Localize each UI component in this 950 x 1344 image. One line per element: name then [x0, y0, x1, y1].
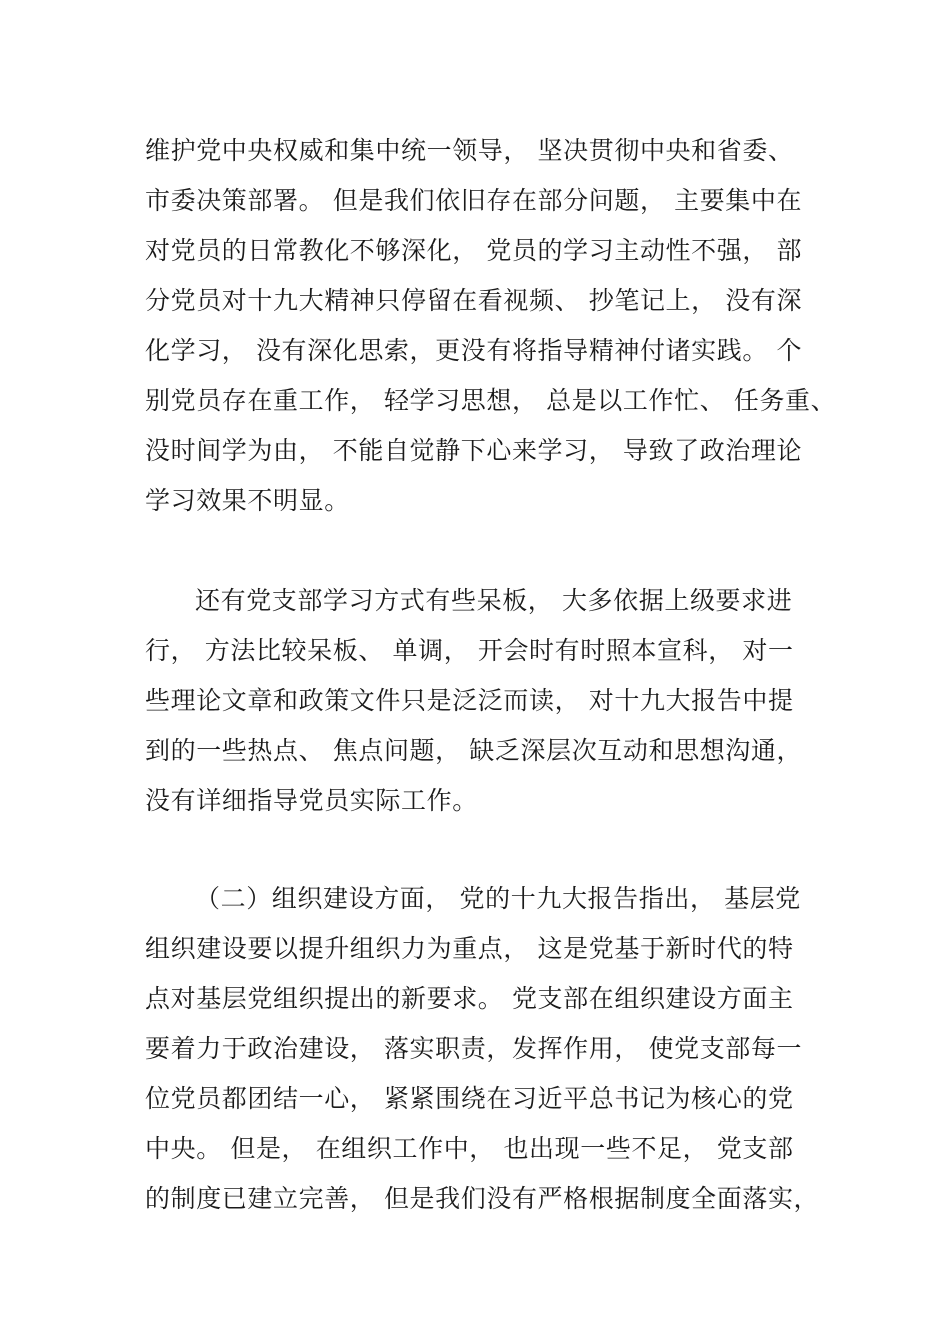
paragraph-3-line-5: 位党员都团结一心， 紧紧围绕在习近平总书记为核心的党	[145, 1084, 794, 1113]
paragraph-2-line-4: 到的一些热点、 焦点问题， 缺乏深层次互动和思想沟通，	[145, 736, 803, 765]
paragraph-1-line-5: 化学习， 没有深化思索，更没有将指导精神付诸实践。 个	[145, 336, 803, 365]
paragraph-2-line-5: 没有详细指导党员实际工作。	[145, 786, 478, 815]
paragraph-1-line-4: 分党员对十九大精神只停留在看视频、 抄笔记上， 没有深	[145, 286, 803, 315]
paragraph-2-line-3: 些理论文章和政策文件只是泛泛而读， 对十九大报告中提	[145, 686, 794, 715]
paragraph-1-line-7: 没时间学为由， 不能自觉静下心来学习， 导致了政治理论	[145, 436, 803, 465]
paragraph-3-line-2: 组织建设要以提升组织力为重点， 这是党基于新时代的特	[145, 934, 794, 963]
paragraph-1-line-6: 别党员存在重工作， 轻学习思想， 总是以工作忙、 任务重、	[145, 386, 837, 415]
paragraph-3-line-4: 要着力于政治建设， 落实职责，发挥作用， 使党支部每一	[145, 1034, 803, 1063]
paragraph-3-line-6: 中央。 但是， 在组织工作中， 也出现一些不足， 党支部	[145, 1134, 794, 1163]
paragraph-1-line-2: 市委决策部署。 但是我们依旧存在部分问题， 主要集中在	[145, 186, 803, 215]
paragraph-1-line-8: 学习效果不明显。	[145, 486, 350, 515]
paragraph-3-line-3: 点对基层党组织提出的新要求。 党支部在组织建设方面主	[145, 984, 794, 1013]
paragraph-3-line-7: 的制度已建立完善， 但是我们没有严格根据制度全面落实，	[145, 1184, 820, 1213]
paragraph-3-line-1: （二）组织建设方面， 党的十九大报告指出， 基层党	[195, 884, 801, 913]
paragraph-1-line-1: 维护党中央权威和集中统一领导， 坚决贯彻中央和省委、	[145, 136, 794, 165]
paragraph-2-line-2: 行， 方法比较呆板、 单调， 开会时有时照本宣科， 对一	[145, 636, 794, 665]
paragraph-1-line-3: 对党员的日常教化不够深化， 党员的学习主动性不强， 部	[145, 236, 803, 265]
paragraph-2-line-1: 还有党支部学习方式有些呆板， 大多依据上级要求进	[195, 586, 793, 615]
